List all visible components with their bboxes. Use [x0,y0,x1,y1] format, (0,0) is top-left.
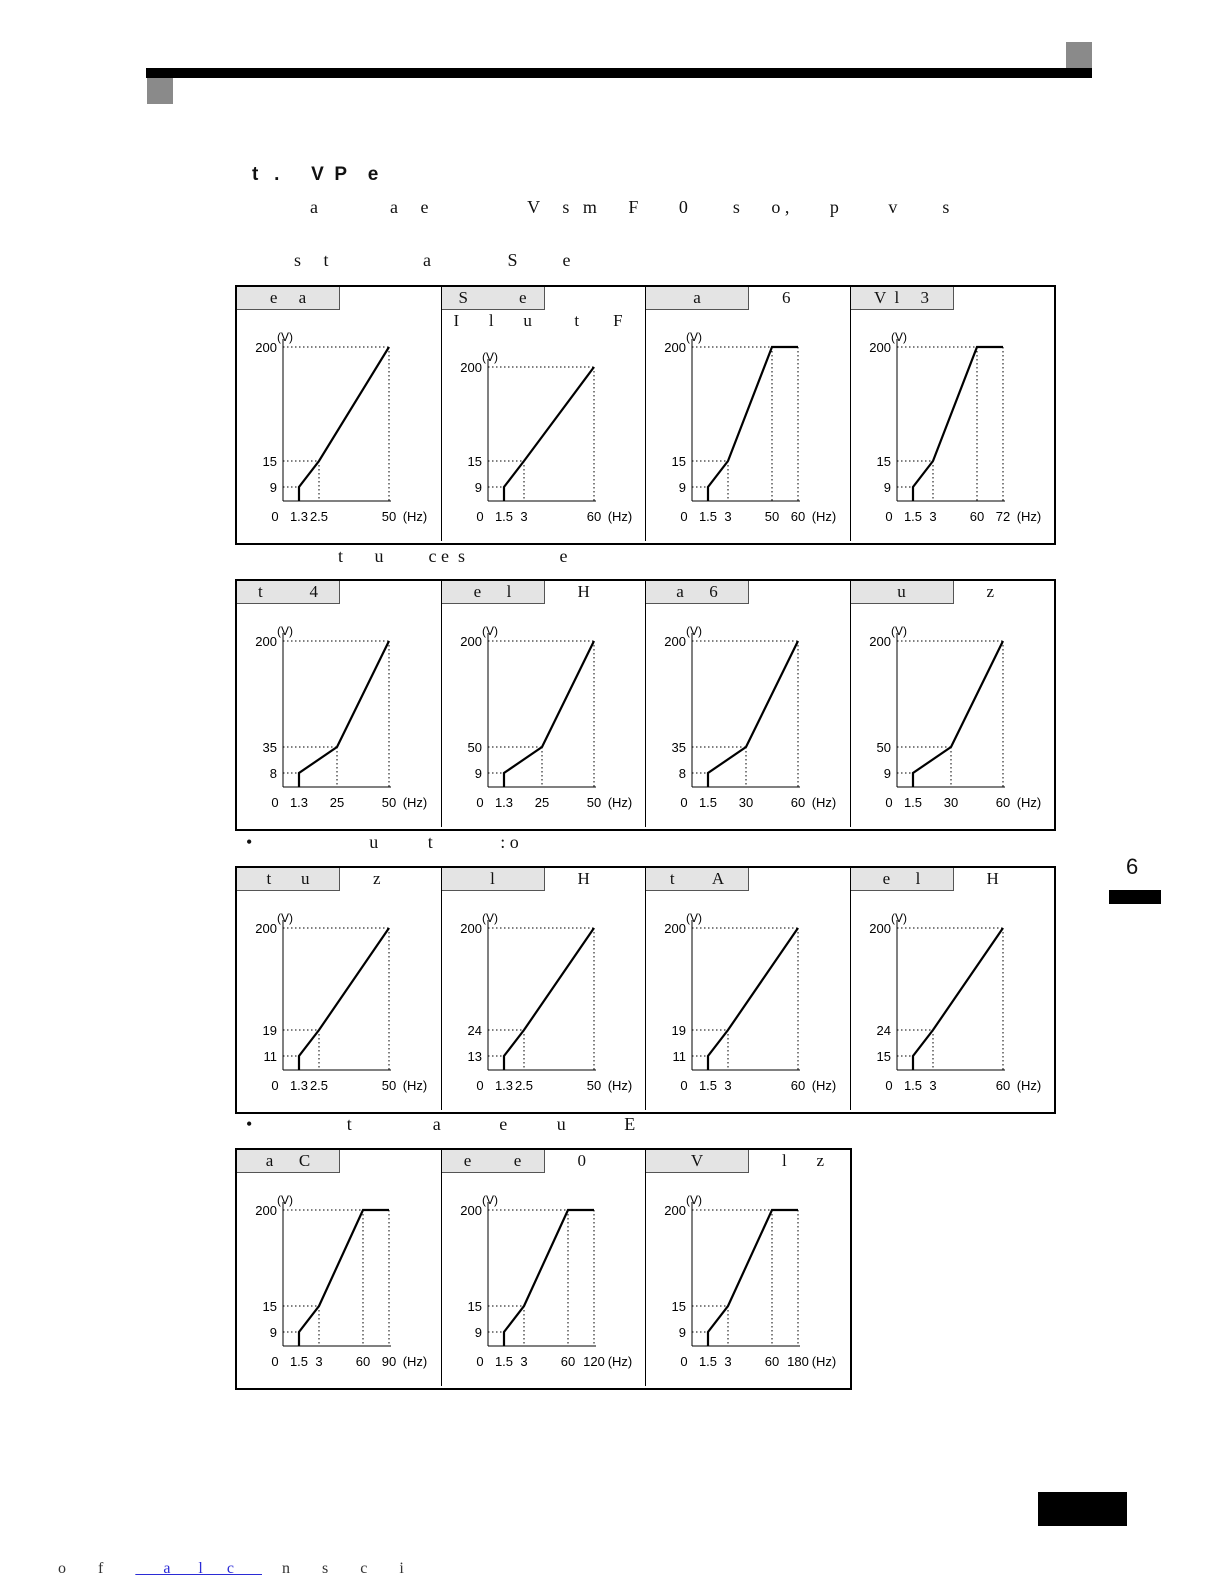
v-unit-label: (V) [481,1193,498,1207]
pattern-label: t u [266,869,310,888]
f-tick-label: 3 [519,509,528,524]
f-tick-label: 60 [764,1354,780,1369]
pattern-label-extra: H [577,869,590,888]
v-tick-label: 15 [671,1299,686,1314]
f-unit-label: (Hz) [811,1078,837,1093]
f-unit-label: (Hz) [1016,1078,1041,1093]
f-tick-label: 25 [534,795,549,810]
pattern-label-tab [646,581,749,604]
pattern-label-extra: z [373,869,381,888]
vf-pattern-line [299,641,389,787]
v-tick-label: 9 [269,1325,277,1340]
vf-chart [646,287,851,541]
pattern-label: l [490,869,495,888]
v-unit-label: (V) [277,624,293,638]
f-tick-label: 0 [680,1078,688,1093]
v-tick-label: 200 [868,634,891,649]
vf-chart-cell [646,287,851,541]
vf-pattern-line [504,367,594,501]
f-tick-label: 3 [928,1078,937,1093]
f-tick-label: 50 [764,509,780,524]
pattern-label-tab [442,1150,545,1173]
f-tick-label: 50 [586,1078,601,1093]
vf-chart-cell [851,868,1056,1110]
v-tick-label: 200 [664,340,686,355]
pattern-label-tab [851,287,954,310]
vf-chart [237,1150,442,1386]
pattern-label: a C [265,1151,311,1170]
f-tick-label: 0 [271,795,279,810]
f-tick-label: 72 [995,509,1010,524]
pattern-label-extra: z [986,582,995,601]
pattern-sublabel: I l u t F [453,311,623,330]
pattern-label-tab [646,287,749,310]
vf-chart-cell [442,868,647,1110]
vf-chart-cell [646,868,851,1110]
group-3-note: • t a e u E [246,1114,636,1134]
v-unit-label: (V) [277,1193,293,1207]
vf-chart [646,581,851,827]
vf-chart-cell [442,1150,647,1386]
f-tick-label: 0 [475,509,484,524]
f-unit-label: (Hz) [811,795,837,810]
vf-pattern-line [504,641,594,787]
vf-chart [442,581,647,827]
v-tick-label: 200 [255,921,277,936]
f-tick-label: 1.5 [698,509,718,524]
pattern-label-extra: 6 [782,288,791,307]
page-number-box [1038,1492,1127,1526]
v-unit-label: (V) [481,350,498,364]
v-tick-label: 9 [474,766,482,781]
v-tick-label: 50 [876,740,891,755]
vf-chart-cell [646,581,851,827]
v-tick-label: 200 [255,1203,277,1218]
f-tick-label: 1.5 [698,795,718,810]
v-unit-label: (V) [277,330,293,344]
f-tick-label: 0 [475,1354,484,1369]
intro-line-1: a a e V s m F 0 s o , p v s [310,197,950,217]
f-tick-label: 3 [315,1354,323,1369]
vf-chart-cell [237,1150,442,1386]
v-unit-label: (V) [686,330,702,344]
v-unit-label: (V) [686,1193,702,1207]
v-tick-label: 9 [474,1325,482,1340]
f-tick-label: 60 [560,1354,575,1369]
vf-chart [442,1150,647,1386]
f-tick-label: 25 [329,795,345,810]
f-tick-label: 1.3 [289,509,309,524]
pattern-label: e l [882,869,921,888]
f-tick-label: 0 [271,1078,279,1093]
vf-chart [851,868,1056,1110]
pattern-label-tab [646,868,749,891]
vf-chart [237,581,442,827]
f-unit-label: (Hz) [402,1354,428,1369]
vf-pattern-line [913,347,1003,501]
vf-chart-cell [442,287,647,541]
f-tick-label: 0 [884,795,893,810]
vf-chart-cell [646,1150,851,1386]
v-tick-label: 9 [883,480,891,495]
vf-chart-cell [442,581,647,827]
pattern-label: V [690,1151,704,1170]
f-tick-label: 3 [724,1078,732,1093]
v-tick-label: 15 [262,1299,277,1314]
pattern-label-tab [442,581,545,604]
f-unit-label: (Hz) [607,1354,632,1369]
v-tick-label: 15 [671,454,686,469]
pattern-label-tab [237,581,340,604]
f-tick-label: 60 [355,1354,371,1369]
pattern-label-extra: l z [782,1151,825,1170]
f-tick-label: 50 [586,795,601,810]
f-tick-label: 3 [724,509,732,524]
vf-pattern-line [504,1210,594,1346]
pattern-label: e a [269,288,307,307]
f-tick-label: 1.5 [494,1354,513,1369]
f-tick-label: 60 [969,509,984,524]
v-tick-label: 9 [678,1325,686,1340]
vf-chart [851,287,1056,541]
f-tick-label: 2.5 [309,509,329,524]
vf-pattern-line [708,641,798,787]
f-unit-label: (Hz) [1016,509,1041,524]
pattern-label: e l [473,582,512,601]
f-tick-label: 1.3 [494,1078,513,1093]
v-unit-label: (V) [686,911,702,925]
vf-pattern-line [708,928,798,1070]
f-tick-label: 3 [724,1354,732,1369]
v-unit-label: (V) [890,330,907,344]
f-tick-label: 0 [271,1354,279,1369]
v-tick-label: 15 [876,1049,891,1064]
pattern-label-tab [442,868,545,891]
f-tick-label: 1.5 [698,1354,718,1369]
v-tick-label: 50 [467,740,482,755]
v-tick-label: 8 [269,766,277,781]
pattern-label-extra: 0 [577,1151,586,1170]
f-tick-label: 1.5 [903,1078,922,1093]
header-rule [146,68,1092,78]
v-tick-label: 19 [262,1023,277,1038]
f-tick-label: 60 [995,1078,1010,1093]
v-tick-label: 200 [868,921,891,936]
v-unit-label: (V) [481,911,498,925]
v-tick-label: 200 [664,634,686,649]
pattern-label-tab [646,1150,749,1173]
pattern-label-tab [237,868,340,891]
vf-chart [646,1150,851,1386]
v-tick-label: 24 [467,1023,482,1038]
vf-pattern-line [299,928,389,1070]
vf-pattern-line [708,1210,798,1346]
f-tick-label: 50 [381,1078,397,1093]
f-tick-label: 30 [943,795,958,810]
f-tick-label: 120 [582,1354,605,1369]
pattern-label: t 4 [258,582,318,601]
f-tick-label: 60 [586,509,601,524]
f-tick-label: 60 [790,1078,806,1093]
v-unit-label: (V) [277,911,293,925]
f-tick-label: 0 [680,1354,688,1369]
vf-chart-cell [851,287,1056,541]
vf-chart [237,868,442,1110]
pattern-label: a [693,288,701,307]
vf-pattern-line [299,347,389,501]
v-tick-label: 35 [262,740,277,755]
pattern-label-tab [851,868,954,891]
vf-pattern-line [913,641,1003,787]
vf-pattern-line [913,928,1003,1070]
f-unit-label: (Hz) [402,509,428,524]
f-unit-label: (Hz) [811,509,837,524]
v-tick-label: 11 [672,1049,686,1064]
pattern-label: a 6 [676,582,718,601]
v-tick-label: 200 [255,340,277,355]
vf-pattern-line [299,1210,389,1346]
vf-pattern-line [708,347,798,501]
footer-line [50,1542,404,1578]
f-tick-label: 1.5 [698,1078,718,1093]
pattern-label: V l 3 [874,288,929,307]
vf-chart-cell [851,581,1056,827]
vf-pattern-line [504,928,594,1070]
v-tick-label: 24 [876,1023,891,1038]
f-tick-label: 1.5 [494,509,513,524]
f-tick-label: 1.5 [903,509,922,524]
vf-chart [442,868,647,1110]
v-tick-label: 15 [876,454,891,469]
f-tick-label: 60 [790,795,806,810]
f-tick-label: 0 [680,509,688,524]
pattern-label-tab [237,287,340,310]
pattern-label: u [897,582,906,601]
header-corner-square-right [1066,42,1092,68]
v-tick-label: 13 [467,1049,482,1064]
f-tick-label: 60 [995,795,1010,810]
v-tick-label: 11 [263,1049,277,1064]
f-tick-label: 2.5 [309,1078,329,1093]
pattern-label: e e [463,1151,522,1170]
f-tick-label: 180 [787,1354,809,1369]
v-tick-label: 200 [664,921,686,936]
f-tick-label: 2.5 [514,1078,533,1093]
v-tick-label: 200 [459,634,482,649]
header-corner-square-left [147,78,173,104]
f-unit-label: (Hz) [607,795,632,810]
group-2-note: • u t : o [246,832,519,852]
footer-pre: o f [58,1560,136,1577]
v-tick-label: 8 [678,766,686,781]
v-unit-label: (V) [890,911,907,925]
f-tick-label: 0 [884,509,893,524]
f-tick-label: 1.3 [494,795,513,810]
chapter-number: 6 [1126,854,1139,879]
vf-chart-cell [237,287,442,541]
v-tick-label: 15 [262,454,277,469]
f-unit-label: (Hz) [607,1078,632,1093]
pattern-label-tab [237,1150,340,1173]
f-tick-label: 0 [475,795,484,810]
f-tick-label: 0 [271,509,279,524]
f-tick-label: 0 [884,1078,893,1093]
f-unit-label: (Hz) [402,1078,428,1093]
footer-post: n s c i [261,1560,404,1577]
v-tick-label: 9 [474,480,482,495]
pattern-label-extra: H [577,582,590,601]
v-tick-label: 200 [664,1203,686,1218]
v-unit-label: (V) [890,624,907,638]
f-tick-label: 1.3 [289,1078,309,1093]
v-tick-label: 9 [883,766,891,781]
v-tick-label: 19 [671,1023,686,1038]
f-tick-label: 50 [381,795,397,810]
chapter-tab-bar [1109,890,1161,904]
f-tick-label: 1.3 [289,795,309,810]
v-tick-label: 9 [269,480,277,495]
f-tick-label: 30 [738,795,754,810]
section-title: t . V P e [252,164,379,185]
v-tick-label: 15 [467,1299,482,1314]
v-tick-label: 200 [255,634,277,649]
footer-link[interactable]: a l c [135,1560,262,1577]
v-tick-label: 200 [459,360,482,375]
f-tick-label: 1.5 [289,1354,309,1369]
f-tick-label: 0 [475,1078,484,1093]
group-1-note: t u c e s e [338,546,568,566]
pattern-label: t A [669,869,725,888]
f-tick-label: 60 [790,509,806,524]
f-tick-label: 50 [381,509,397,524]
f-tick-label: 0 [680,795,688,810]
pattern-label: S e [458,288,527,307]
vf-chart [237,287,442,541]
vf-chart-cell [237,581,442,827]
v-unit-label: (V) [686,624,702,638]
f-tick-label: 3 [928,509,937,524]
f-unit-label: (Hz) [607,509,632,524]
f-tick-label: 90 [381,1354,397,1369]
v-unit-label: (V) [481,624,498,638]
vf-chart [851,581,1056,827]
f-unit-label: (Hz) [402,795,428,810]
pattern-label-tab [442,287,545,310]
v-tick-label: 35 [671,740,686,755]
f-tick-label: 3 [519,1354,528,1369]
pattern-label-extra: H [986,869,999,888]
vf-chart-cell [237,868,442,1110]
v-tick-label: 200 [459,921,482,936]
v-tick-label: 15 [467,454,482,469]
v-tick-label: 200 [459,1203,482,1218]
intro-line-2: s t a S e [294,250,571,270]
f-unit-label: (Hz) [811,1354,837,1369]
pattern-label-tab [851,581,954,604]
f-unit-label: (Hz) [1016,795,1041,810]
f-tick-label: 1.5 [903,795,922,810]
v-tick-label: 9 [678,480,686,495]
v-tick-label: 200 [868,340,891,355]
vf-chart [646,868,851,1110]
